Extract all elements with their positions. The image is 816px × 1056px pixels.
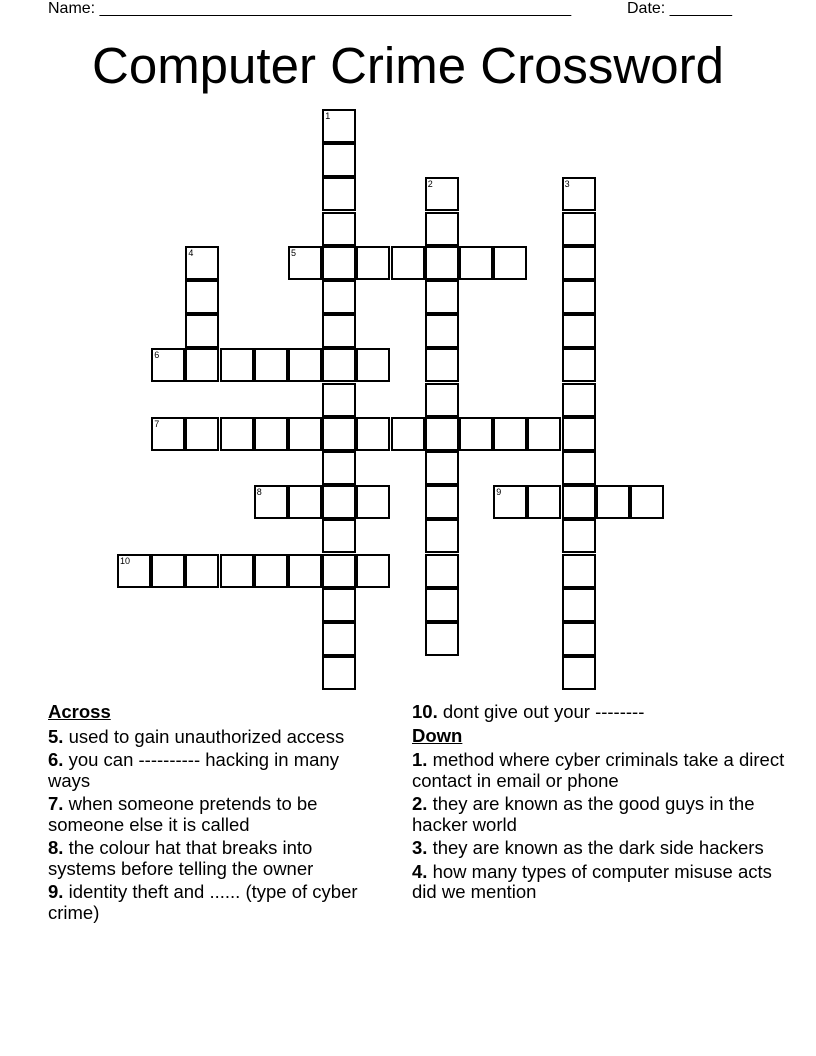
grid-cell[interactable]: [562, 519, 596, 553]
clue-number: 2.: [412, 793, 428, 814]
grid-cell[interactable]: [288, 348, 322, 382]
grid-cell[interactable]: [562, 280, 596, 314]
clue-down-3: [412, 838, 792, 859]
grid-cell[interactable]: [425, 383, 459, 417]
clue-number: 5.: [48, 725, 64, 747]
grid-cell[interactable]: [596, 485, 630, 519]
grid-cell[interactable]: [322, 177, 356, 211]
grid-cell[interactable]: [185, 246, 219, 280]
cell-number: 9: [496, 487, 502, 498]
clue-text: they are known as the good guys in the hacker world: [412, 793, 755, 835]
grid-cell[interactable]: [425, 177, 459, 211]
clue-across-8: [48, 838, 383, 879]
grid-cell[interactable]: [356, 485, 390, 519]
clue-down-4: [412, 862, 792, 903]
grid-cell[interactable]: [527, 485, 561, 519]
grid-cell[interactable]: [254, 485, 288, 519]
name-line: Name: _____________________________________________________: [48, 0, 572, 17]
clue-across-7: [48, 794, 383, 835]
grid-cell[interactable]: [288, 554, 322, 588]
grid-cell[interactable]: [220, 554, 254, 588]
grid-cell[interactable]: [254, 348, 288, 382]
cell-number: 4: [188, 247, 194, 258]
grid-cell[interactable]: [425, 485, 459, 519]
grid-cell[interactable]: [254, 554, 288, 588]
grid-cell[interactable]: [322, 212, 356, 246]
grid-cell[interactable]: [562, 554, 596, 588]
grid-cell[interactable]: [425, 554, 459, 588]
grid-cell[interactable]: [185, 417, 219, 451]
grid-cell[interactable]: [322, 519, 356, 553]
cell-number: 5: [291, 247, 297, 258]
grid-cell[interactable]: [220, 417, 254, 451]
clue-text: dont give out your --------: [442, 701, 645, 722]
grid-cell[interactable]: [493, 246, 527, 280]
grid-cell[interactable]: [356, 417, 390, 451]
cell-number: 3: [564, 179, 570, 190]
grid-cell[interactable]: [322, 485, 356, 519]
clue-text: the colour hat that breaks into systems before telling the owner: [48, 837, 314, 879]
puzzle-title: Computer Crime Crossword: [92, 37, 724, 94]
across-clues: [48, 702, 383, 926]
date-line: Date: _______: [627, 0, 732, 17]
clue-across-5: [48, 727, 383, 748]
clue-number: 9.: [48, 881, 64, 902]
grid-cell[interactable]: [562, 656, 596, 690]
grid-cell[interactable]: [562, 383, 596, 417]
clue-text: you can ---------- hacking in many ways: [48, 749, 339, 791]
grid-cell[interactable]: [322, 348, 356, 382]
clue-text: how many types of computer misuse acts did we mention: [412, 860, 772, 902]
clue-across-6: [48, 750, 383, 791]
grid-cell[interactable]: [288, 417, 322, 451]
clue-across-9: [48, 882, 383, 923]
grid-cell[interactable]: [459, 246, 493, 280]
grid-cell[interactable]: [185, 348, 219, 382]
grid-cell[interactable]: [425, 212, 459, 246]
clue-text: used to gain unauthorized access: [68, 725, 345, 747]
cell-number: 7: [154, 418, 160, 429]
grid-cell[interactable]: [356, 246, 390, 280]
grid-cell[interactable]: [493, 417, 527, 451]
grid-cell[interactable]: [220, 348, 254, 382]
grid-cell[interactable]: [288, 246, 322, 280]
grid-cell[interactable]: [322, 109, 356, 143]
grid-cell[interactable]: [322, 588, 356, 622]
grid-cell[interactable]: [322, 451, 356, 485]
grid-cell[interactable]: [391, 417, 425, 451]
grid-cell[interactable]: [562, 622, 596, 656]
grid-cell[interactable]: [425, 246, 459, 280]
grid-cell[interactable]: [459, 417, 493, 451]
clue-number: 4.: [412, 860, 428, 882]
grid-cell[interactable]: [562, 451, 596, 485]
cell-number: 8: [256, 487, 262, 498]
clue-text: when someone pretends to be someone else it is called: [48, 793, 318, 835]
clue-number: 6.: [48, 749, 64, 770]
grid-cell[interactable]: [322, 622, 356, 656]
grid-cell[interactable]: [425, 348, 459, 382]
grid-cell[interactable]: [425, 280, 459, 314]
grid-cell[interactable]: [562, 588, 596, 622]
grid-cell[interactable]: [562, 314, 596, 348]
grid-cell[interactable]: [356, 348, 390, 382]
clue-number: 7.: [48, 793, 64, 814]
grid-cell[interactable]: [322, 246, 356, 280]
grid-cell[interactable]: [527, 417, 561, 451]
clue-number: 8.: [48, 837, 64, 858]
down-clues: [412, 702, 792, 906]
clue-text: identity theft and ...... (type of cyber crime): [48, 881, 358, 923]
clue-down-1: [412, 750, 792, 791]
grid-cell[interactable]: [425, 314, 459, 348]
grid-cell[interactable]: [185, 314, 219, 348]
cell-number: 10: [120, 555, 131, 566]
clue-text: method where cyber criminals take a direct contact in email or phone: [412, 749, 785, 791]
grid-cell[interactable]: [151, 348, 185, 382]
grid-cell[interactable]: [391, 246, 425, 280]
grid-cell[interactable]: [322, 554, 356, 588]
grid-cell[interactable]: [322, 314, 356, 348]
grid-cell[interactable]: [562, 417, 596, 451]
grid-cell[interactable]: [562, 212, 596, 246]
grid-cell[interactable]: [562, 177, 596, 211]
grid-cell[interactable]: [425, 588, 459, 622]
grid-cell[interactable]: [425, 519, 459, 553]
cell-number: 2: [427, 179, 433, 190]
grid-cell[interactable]: [185, 554, 219, 588]
clue-across-10: [412, 702, 792, 723]
clue-text: they are known as the dark side hackers: [432, 837, 764, 858]
grid-cell[interactable]: [322, 383, 356, 417]
grid-cell[interactable]: [254, 417, 288, 451]
grid-cell[interactable]: [322, 143, 356, 177]
grid-cell[interactable]: [185, 280, 219, 314]
clue-number: 10.: [412, 701, 438, 722]
grid-cell[interactable]: [356, 554, 390, 588]
grid-cell[interactable]: [630, 485, 664, 519]
grid-cell[interactable]: [562, 348, 596, 382]
across-heading: Across: [48, 701, 111, 722]
cell-number: 1: [325, 111, 331, 121]
grid-cell[interactable]: [562, 485, 596, 519]
grid-cell[interactable]: [425, 417, 459, 451]
clue-number: 1.: [412, 749, 428, 770]
down-heading: Down: [412, 724, 463, 746]
grid-cell[interactable]: [322, 280, 356, 314]
grid-cell[interactable]: [117, 554, 151, 588]
grid-cell[interactable]: [493, 485, 527, 519]
grid-cell[interactable]: [425, 622, 459, 656]
grid-cell[interactable]: [151, 554, 185, 588]
cell-number: 6: [154, 350, 160, 361]
clue-number: 3.: [412, 837, 428, 858]
grid-cell[interactable]: [322, 656, 356, 690]
grid-cell[interactable]: [288, 485, 322, 519]
clue-down-2: [412, 794, 792, 835]
grid-cell[interactable]: [562, 246, 596, 280]
grid-cell[interactable]: [425, 451, 459, 485]
grid-cell[interactable]: [322, 417, 356, 451]
grid-cell[interactable]: [151, 417, 185, 451]
